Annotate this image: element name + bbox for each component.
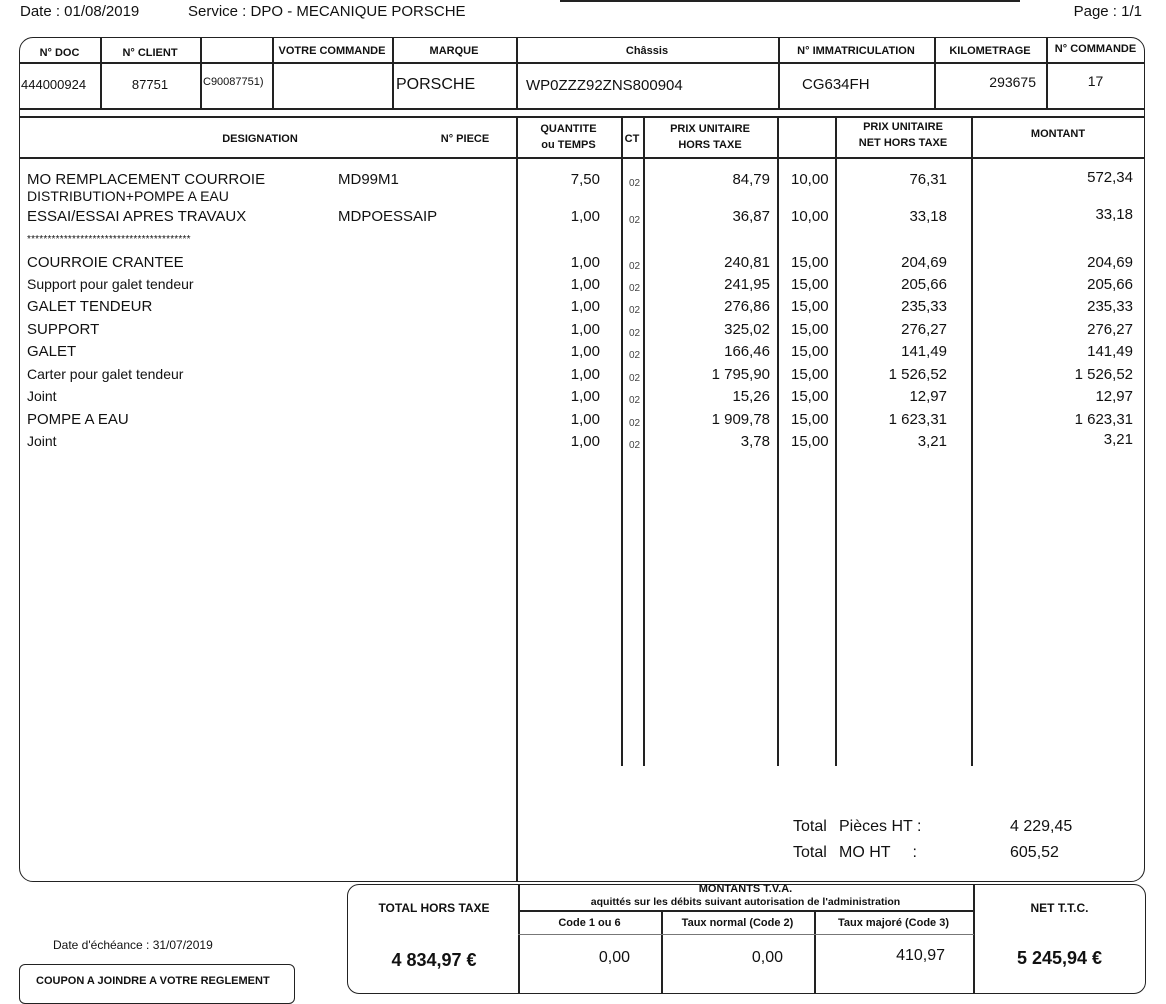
line-qty: 1,00 xyxy=(570,276,600,293)
col-kilometrage: KILOMETRAGE xyxy=(949,45,1031,57)
line-ct: 02 xyxy=(629,373,641,384)
line-net-price: 12,97 xyxy=(909,388,947,405)
line-qty: 1,00 xyxy=(570,388,600,405)
line-ct: 02 xyxy=(629,261,641,272)
line-designation: Joint xyxy=(27,433,57,449)
line-ct: 02 xyxy=(629,283,641,294)
client-number: 87751 xyxy=(131,77,169,92)
line-qty: 1,00 xyxy=(570,298,600,315)
line-unit-price: 1 795,90 xyxy=(711,366,770,383)
code1-value: 0,00 xyxy=(598,949,630,966)
doc-header-divider xyxy=(19,62,1145,64)
line-discount: 15,00 xyxy=(791,433,829,450)
line-designation: POMPE A EAU xyxy=(27,411,129,428)
doc-col-sep xyxy=(200,37,202,108)
line-amount: 235,33 xyxy=(1087,298,1133,315)
col-doc: N° DOC xyxy=(39,47,80,59)
line-qty: 1,00 xyxy=(570,321,600,338)
col-ct: CT xyxy=(624,133,640,145)
line-unit-price: 3,78 xyxy=(740,433,770,450)
doc-number: 444000924 xyxy=(21,77,87,92)
payment-coupon: COUPON A JOINDRE A VOTRE REGLEMENT xyxy=(19,964,295,1004)
line-ct: 02 xyxy=(629,350,641,361)
col-quantite-line1: QUANTITE xyxy=(540,123,597,135)
line-ct: 02 xyxy=(629,215,641,226)
line-amount: 3,21 xyxy=(1103,431,1133,448)
lines-header-top xyxy=(19,116,1145,118)
col-marque: MARQUE xyxy=(429,45,479,57)
code1-label: Code 1 ou 6 xyxy=(558,917,621,929)
net-ttc-label: NET T.T.C. xyxy=(1030,901,1089,915)
line-unit-price: 241,95 xyxy=(724,276,770,293)
due-date: Date d'échéance : 31/07/2019 xyxy=(53,938,213,952)
immatriculation-value: CG634FH xyxy=(802,76,870,93)
total-pieces-label-prefix: Total xyxy=(793,818,827,835)
line-unit-price: 325,02 xyxy=(724,321,770,338)
line-net-price: 204,69 xyxy=(901,254,947,271)
line-designation: Carter pour galet tendeur xyxy=(27,366,184,382)
col-pu-line1: PRIX UNITAIRE xyxy=(670,123,750,135)
col-prix-unitaire xyxy=(643,122,777,152)
top-rule xyxy=(560,0,1020,2)
total-mo-value: 605,52 xyxy=(1010,844,1059,861)
line-designation: COURROIE CRANTEE xyxy=(27,254,184,271)
line-net-price: 235,33 xyxy=(901,298,947,315)
col-quantite xyxy=(516,122,621,152)
votre-commande-value: C90087751) xyxy=(203,76,264,88)
line-net-price: 1 526,52 xyxy=(888,366,947,383)
line-net-price: 76,31 xyxy=(909,171,947,188)
line-discount: 15,00 xyxy=(791,411,829,428)
line-net-price: 276,27 xyxy=(901,321,947,338)
line-ct: 02 xyxy=(629,305,641,316)
line-piece: MDPOESSAIP xyxy=(338,208,438,225)
col-designation: DESIGNATION xyxy=(222,133,298,145)
line-unit-price: 166,46 xyxy=(724,343,770,360)
commande-value: 17 xyxy=(1087,73,1104,89)
line-amount: 572,34 xyxy=(1087,169,1133,186)
line-amount: 33,18 xyxy=(1095,206,1133,223)
line-ct: 02 xyxy=(629,418,641,429)
line-qty: 1,00 xyxy=(570,343,600,360)
line-qty: 1,00 xyxy=(570,208,600,225)
line-designation: ESSAI/ESSAI APRES TRAVAUX xyxy=(27,208,247,225)
line-discount: 15,00 xyxy=(791,298,829,315)
total-ht-label: TOTAL HORS TAXE xyxy=(378,901,490,915)
lines-col-sep xyxy=(621,116,623,766)
line-amount: 141,49 xyxy=(1087,343,1133,360)
net-ttc-value: 5 245,94 € xyxy=(1016,948,1103,968)
line-net-price: 33,18 xyxy=(909,208,947,225)
line-amount: 205,66 xyxy=(1087,276,1133,293)
line-qty: 1,00 xyxy=(570,366,600,383)
line-discount: 10,00 xyxy=(791,171,829,188)
tva-label-divider xyxy=(518,934,974,935)
col-client: N° CLIENT xyxy=(122,47,178,59)
line-qty: 1,00 xyxy=(570,433,600,450)
line-discount: 15,00 xyxy=(791,276,829,293)
line-designation: Support pour galet tendeur xyxy=(27,276,194,292)
line-discount: 15,00 xyxy=(791,343,829,360)
line-discount: 15,00 xyxy=(791,388,829,405)
line-unit-price: 15,26 xyxy=(732,388,770,405)
line-net-price: 1 623,31 xyxy=(888,411,947,428)
line-unit-price: 1 909,78 xyxy=(711,411,770,428)
line-ct: 02 xyxy=(629,178,641,189)
total-mo-label: MO HT : xyxy=(839,844,917,861)
line-amount: 12,97 xyxy=(1095,388,1133,405)
code2-label: Taux normal (Code 2) xyxy=(681,917,794,929)
lines-col-sep xyxy=(516,116,518,882)
line-ct: 02 xyxy=(629,328,641,339)
line-piece: MD99M1 xyxy=(338,171,399,188)
line-discount: 10,00 xyxy=(791,208,829,225)
line-designation: SUPPORT xyxy=(27,321,100,338)
line-net-price: 205,66 xyxy=(901,276,947,293)
line-qty: 7,50 xyxy=(570,171,600,188)
page-number: Page : 1/1 xyxy=(1073,3,1142,20)
col-piece: N° PIECE xyxy=(440,133,490,145)
line-net-price: 141,49 xyxy=(901,343,947,360)
kilometrage-value: 293675 xyxy=(989,74,1036,90)
lines-col-sep xyxy=(643,116,645,766)
line-net-price: 3,21 xyxy=(917,433,947,450)
tva-subtitle: aquittés sur les débits suivant autorisation de l'administration xyxy=(590,896,901,908)
line-amount: 276,27 xyxy=(1087,321,1133,338)
col-pu-line2: HORS TAXE xyxy=(678,139,742,151)
line-amount: 1 623,31 xyxy=(1074,411,1133,428)
line-ct: 02 xyxy=(629,395,641,406)
col-montant: MONTANT xyxy=(1030,128,1086,140)
line-unit-price: 36,87 xyxy=(732,208,770,225)
col-quantite-line2: ou TEMPS xyxy=(541,139,596,151)
lines-col-sep xyxy=(777,116,779,766)
col-prix-net xyxy=(835,120,971,150)
total-mo-label-prefix: Total xyxy=(793,844,827,861)
doc-values-divider xyxy=(19,108,1145,110)
line-designation: Joint xyxy=(27,388,57,404)
code3-label: Taux majoré (Code 3) xyxy=(837,917,950,929)
col-commande: N° COMMANDE xyxy=(1054,43,1137,55)
line-unit-price: 240,81 xyxy=(724,254,770,271)
chassis-value: WP0ZZZ92ZNS800904 xyxy=(526,77,683,94)
col-chassis: Châssis xyxy=(625,45,669,57)
line-amount: 1 526,52 xyxy=(1074,366,1133,383)
line-unit-price: 276,86 xyxy=(724,298,770,315)
code3-value: 410,97 xyxy=(896,947,945,964)
invoice-frame xyxy=(19,37,1145,882)
line-designation: GALET TENDEUR xyxy=(27,298,153,315)
invoice-date: Date : 01/08/2019 xyxy=(20,3,140,20)
lines-col-sep xyxy=(835,116,837,766)
col-votre-commande: VOTRE COMMANDE xyxy=(278,45,386,57)
col-immatriculation: N° IMMATRICULATION xyxy=(797,45,915,57)
line-amount: 204,69 xyxy=(1087,254,1133,271)
col-net-line2: NET HORS TAXE xyxy=(858,137,948,149)
line-discount: 15,00 xyxy=(791,321,829,338)
tva-title: MONTANTS T.V.A. xyxy=(698,883,793,895)
line-discount: 15,00 xyxy=(791,366,829,383)
col-net-line1: PRIX UNITAIRE xyxy=(863,121,943,133)
marque-value: PORSCHE xyxy=(396,76,476,93)
tva-divider xyxy=(518,910,974,912)
line-unit-price: 84,79 xyxy=(732,171,770,188)
total-pieces-label: Pièces HT : xyxy=(839,818,922,835)
line-separator: **************************************** xyxy=(27,234,191,245)
line-designation: GALET xyxy=(27,343,77,360)
code2-value: 0,00 xyxy=(751,949,783,966)
line-designation-cont: DISTRIBUTION+POMPE A EAU xyxy=(27,188,229,204)
line-ct: 02 xyxy=(629,440,641,451)
line-qty: 1,00 xyxy=(570,254,600,271)
line-discount: 15,00 xyxy=(791,254,829,271)
service-label: Service : DPO - MECANIQUE PORSCHE xyxy=(188,3,466,20)
line-qty: 1,00 xyxy=(570,411,600,428)
total-ht-value: 4 834,97 € xyxy=(391,950,477,970)
line-designation: MO REMPLACEMENT COURROIE xyxy=(27,171,266,188)
total-pieces-value: 4 229,45 xyxy=(1010,818,1073,835)
lines-header-bottom xyxy=(19,157,1145,159)
lines-col-sep xyxy=(971,116,973,766)
